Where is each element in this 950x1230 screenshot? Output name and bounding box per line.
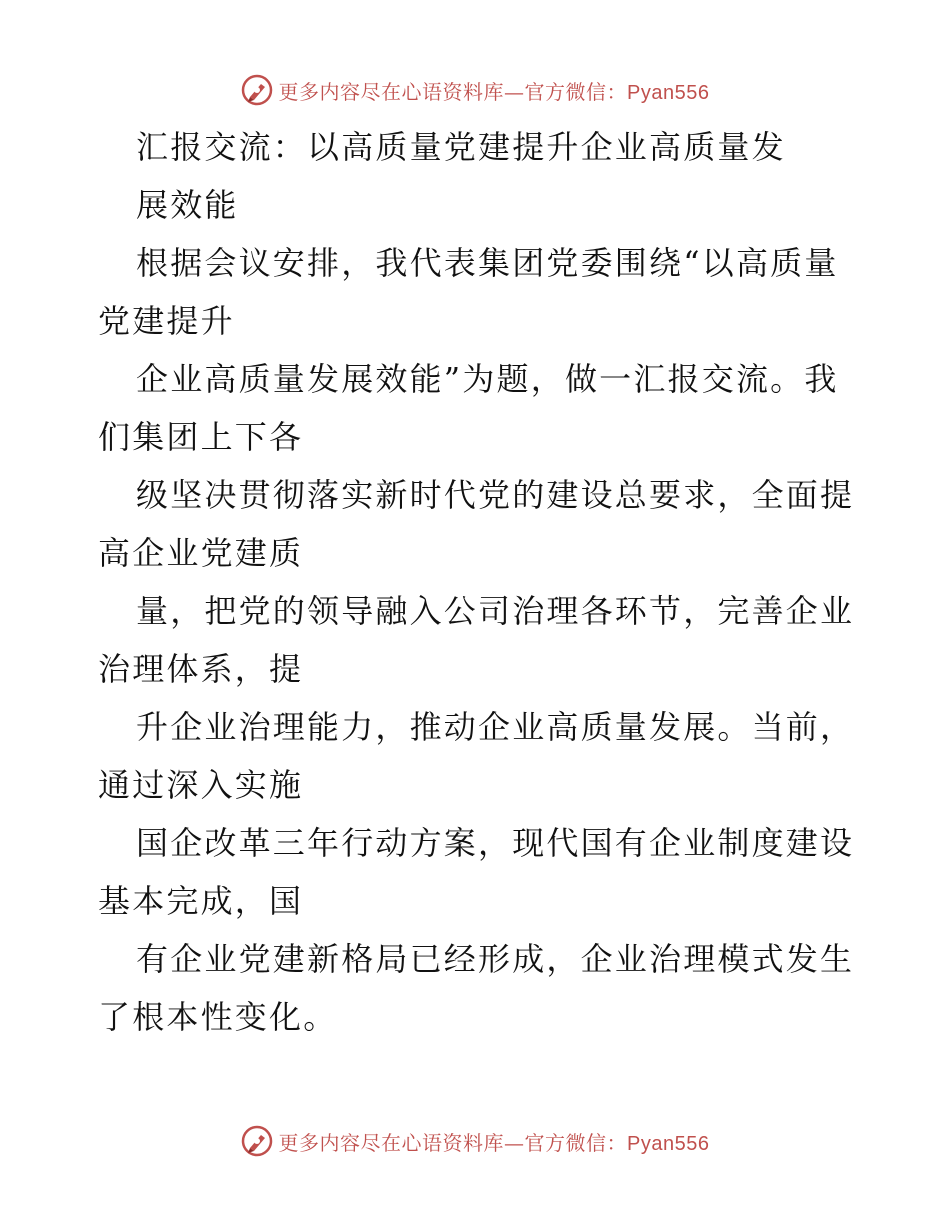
paragraph-line: 根据会议安排，我代表集团党委围绕“以高质量 [136, 244, 839, 282]
paragraph-line: 高企业党建质 [98, 534, 304, 572]
paragraph-line: 升企业治理能力，推动企业高质量发展。当前， [136, 708, 855, 746]
paragraph-line: 们集团上下各 [98, 418, 304, 456]
header-banner-text: 更多内容尽在心语资料库—官方微信：Pyan556 [278, 79, 710, 104]
paragraph-line: 级坚决贯彻落实新时代党的建设总要求，全面提 [136, 476, 855, 514]
paragraph-line: 通过深入实施 [98, 766, 304, 804]
paragraph-line: 有企业党建新格局已经形成，企业治理模式发生 [136, 940, 855, 978]
paragraph-line: 党建提升 [98, 302, 235, 340]
pen-logo-icon [241, 1125, 273, 1157]
pen-logo-icon [241, 74, 273, 106]
footer-banner-text: 更多内容尽在心语资料库—官方微信：Pyan556 [278, 1130, 710, 1155]
paragraph-line: 量，把党的领导融入公司治理各环节，完善企业 [136, 592, 855, 630]
title-line-1: 汇报交流：以高质量党建提升企业高质量发 [136, 128, 786, 166]
paragraph-line: 基本完成，国 [98, 882, 304, 920]
paragraph-line: 治理体系，提 [98, 650, 304, 688]
paragraph-line: 国企改革三年行动方案，现代国有企业制度建设 [136, 824, 855, 862]
paragraph-line: 了根本性变化。 [98, 998, 338, 1036]
paragraph-line: 企业高质量发展效能”为题，做一汇报交流。我 [136, 360, 839, 398]
footer-banner [0, 1121, 950, 1161]
document-body [98, 118, 858, 1046]
wechat-id: Pyan556 [627, 1132, 710, 1155]
title-line-2: 展效能 [136, 186, 239, 224]
wechat-id: Pyan556 [627, 81, 710, 104]
header-banner [0, 70, 950, 110]
